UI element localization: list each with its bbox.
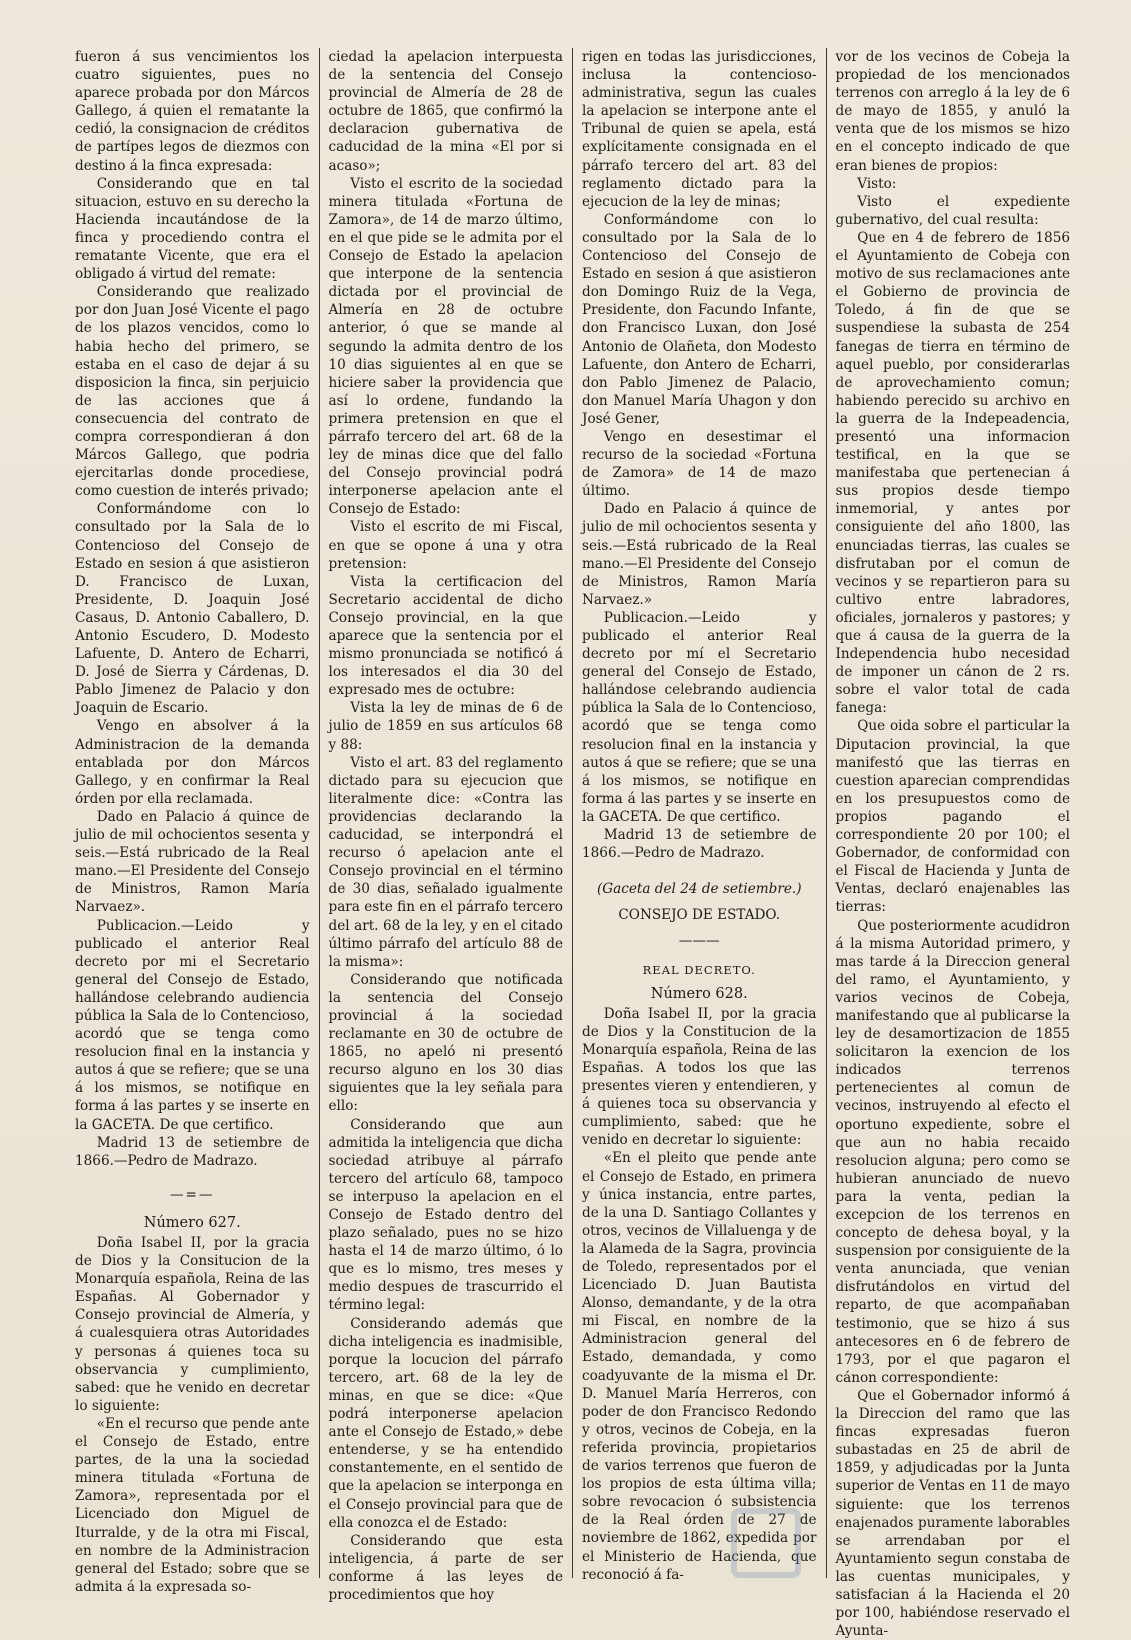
paragraph: Publicacion.—Leido y publicado el anterior Real decreto por mi el Secretario general del Consejo de Estado, hallándose celebrando audiencia pública la Sala de lo Contencioso, acordó que se tenga como resolucion final en la instancia y autos á que se refiere; que se una á los mismos, se notifique en forma á las partes y se inserte en la GACETA. De que certifico. xyxy=(75,917,310,1133)
paragraph: Que en 4 de febrero de 1856 el Ayuntamiento de Cobeja con motivo de sus reclamaciones ante el Gobierno de provincia de Toledo, á fin de que se suspendiese la subasta de 254 fanegas de tierra en término de aquel pueblo, por considerarlas de aprovechamiento comun; habiendo perecido su archivo en la guerra de la Indepeadencia, presentó una informacion testifical, en la que se manifestaba que pertenecian á sus propios desde tiempo inmemorial, y antes por consiguiente del año 1800, las enunciadas tierras, las cuales se disfrutaban por el comun de vecinos y se repartieron para su cultivo entre labradores, oficiales, jornaleros y pastores; y que á causa de la guerra de la Independencia hubo necesidad de imponer un cánon de 2 rs. sobre el valor total de cada fanega: xyxy=(835,229,1070,717)
paragraph: Doña Isabel II, por la gracia de Dios y la Constitucion de la Monarquía española, Reina de las Españas. A todos los que las presentes vieren y entendieren, y á quienes toca su observancia y cumplimiento, sabed: que he venido en decretar lo siguiente: xyxy=(582,1005,817,1149)
paragraph: «En el recurso que pende ante el Consejo de Estado, entre partes, de la una la sociedad minera titulada «Fortuna de Zamora», representada por el Licenciado don Miguel de Iturralde, y de la otra mi Fiscal, en nombre de la Administracion general del Estado; sobre que se admita á la expresada so- xyxy=(75,1415,310,1595)
decree-number: Número 628. xyxy=(650,985,748,1002)
paragraph: Considerando que notificada la sentencia del Consejo provincial á la sociedad reclamante en 30 de octubre de 1865, no apeló ni presentó recurso alguno en los 30 dias siguientes que la ley señala para ello: xyxy=(328,971,563,1115)
paragraph: Visto el escrito de la sociedad minera titulada «Fortuna de Zamora», de 14 de marzo último, en el que pide se le admita por el Consejo de Estado la apelacion que interpone de la sentencia dictada por el provincial de Almería en 28 de octubre anterior, ó que se mande al segundo la admita dentro de los 10 dias siguientes al en que se hiciere saber la providencia que así lo ordene, fundando la primera pretension en que el párrafo tercero del art. 68 de la ley de minas dice que del fallo del Consejo provincial podrá interponerse apelacion ante el Consejo de Estado: xyxy=(328,175,563,518)
date-signature: Madrid 13 de setiembre de 1866.—Pedro de Madrazo. xyxy=(75,1134,310,1169)
subheading: REAL DECRETO. xyxy=(642,962,756,977)
paragraph: Considerando que realizado por don Juan José Vicente el pago de los plazos vencidos, como lo habia hecho del primero, se estaba en el caso de dejar á su disposicion la finca, sin perjuicio de las acciones que á consecuencia del contrato de compra correspondieran á don Márcos Gallego, que podria ejercitarlas donde procediese, como cuestion de interés privado; xyxy=(75,284,310,500)
paragraph: Publicacion.—Leido y publicado el anterior Real decreto por mí el Secretario general del Consejo de Estado, hallándose celebrando audiencia pública la Sala de lo Contencioso, acordó que se tenga como resolucion final en la instancia y autos á que se refiere; que se una á los mismos, se notifique en forma á las partes y se inserte en la GACETA. De que certifico. xyxy=(582,609,817,825)
paragraph: Vista la ley de minas de 6 de julio de 1859 en sus artículos 68 y 88: xyxy=(328,700,563,753)
paragraph: ciedad la apelacion interpuesta de la sentencia del Consejo provincial de Almería de 28 de octubre de 1865, que confirmó la declaracion gubernativa de caducidad de la mina «El por si acaso»; xyxy=(328,49,563,174)
paragraph: Vista la certificacion del Secretario accidental de dicho Consejo provincial, en la que aparece que la sentencia por el mismo pronunciada se notificó á los interesados el dia 30 del expresado mes de octubre: xyxy=(328,573,563,699)
gaceta-date: (Gaceta del 24 de setiembre.) xyxy=(596,881,802,898)
paragraph: Visto el expediente gubernativo, del cual resulta: xyxy=(835,193,1070,228)
paragraph: Conformándome con lo consultado por la Sala de lo Contencioso del Consejo de Estado en sesion á que asistieron don Domingo Ruiz de la Vega, Presidente, don Facundo Infante, don Francisco Luxan, don José Antonio de Olañeta, don Modesto Lafuente, don Antero de Echarri, don Pablo Jimenez de Palacio, don Manuel María Uhagon y don José Gener, xyxy=(582,211,817,427)
paragraph: Vengo en absolver á la Administracion de la demanda entablada por don Márcos Gallego, y en confirmar la Real órden por ella reclamada. xyxy=(75,718,310,807)
watermark-emblem-icon xyxy=(731,1508,801,1578)
decree-number: Número 627. xyxy=(143,1214,241,1231)
paragraph: rigen en todas las jurisdicciones, inclusa la contencioso-administrativa, segun las cuales la apelacion se interpone ante el Tribunal de quien se apela, está explícitamente consignada en el párrafo tercero del art. 83 del reglamento dictado para la ejecucion de la ley de minas; xyxy=(582,49,817,210)
column-1 xyxy=(66,48,319,1595)
paragraph: Considerando que aun admitida la inteligencia que dicha sociedad atribuye al párrafo tercero del artículo 68, tampoco se interpuso la apelacion en el Consejo de Estado dentro del plazo señalado, pues no se hizo hasta el 14 de marzo último, ó lo que es lo mismo, tres meses y medio despues de trascurrido el término legal: xyxy=(328,1116,563,1314)
section-separator: —=— xyxy=(169,1186,215,1203)
paragraph: Considerando que en tal situacion, estuvo en su derecho la Hacienda incautándose de la finca y procediendo contra el rematante Vicente, que era el obligado á virtud del remate: xyxy=(75,175,310,283)
paragraph: Visto: xyxy=(857,175,897,192)
paragraph: Considerando que esta inteligencia, á parte de ser conforme á las leyes de procedimientos que hoy xyxy=(328,1532,563,1603)
paragraph: Dado en Palacio á quince de julio de mil ochocientos sesenta y seis.—Está rubricado de la Real mano.—El Presidente del Consejo de Ministros, Ramon María Narvaez.» xyxy=(582,501,817,608)
paragraph: Conformándome con lo consultado por la Sala de lo Contencioso del Consejo de Estado en sesion á que asistieron D. Francisco de Luxan, Presidente, D. Joaquin José Casaus, D. Antonio Caballero, D. Antonio Escudero, D. Modesto Lafuente, D. Antero de Echarri, D. José de Sierra y Cárdenas, D. Pablo Jimenez de Palacio y don Joaquin de Escario. xyxy=(75,501,310,717)
paragraph: Doña Isabel II, por la gracia de Dios y la Consitucion de la Monarquía española, Reina de las Españas. Al Gobernador y Consejo provincial de Almería, y á cualesquiera otras Autoridades y personas á quienes toca su observancia y cumplimiento, sabed: que he venido en decretar lo siguiente: xyxy=(75,1235,310,1414)
column-2 xyxy=(319,48,573,1603)
paragraph: Que oida sobre el particular la Diputacion provincial, la que manifestó que las tierras en cuestion aparecian comprendidas en los presupuestos como de propios pagando el correspondiente 20 por 100; el Gobernador, de conformidad con el Fiscal de Hacienda y Junta de Ventas, declaró enajenables las tierras: xyxy=(835,718,1070,916)
column-3 xyxy=(572,48,826,1583)
paragraph: «En el pleito que pende ante el Consejo de Estado, en primera y única instancia, entre partes, de la una D. Santiago Collantes y otros, vecinos de Villaluenga y de la Alameda de la Sagra, provincia de Toledo, representados por el Licenciado D. Juan Bautista Alonso, demandante, y de la otra mi Fiscal, en nombre de la Administracion general del Estado, demandada, y como coadyuvante de la misma el Dr. D. Manuel María Herreros, con poder de don Francisco Redondo y otros, vecinos de Cobeja, en la referida provincia, propietarios de varios terrenos que fueron de los propios de esta última villa; sobre revocacion ó subsistencia de la Real órden de 27 de noviembre de 1862, expedida por el Ministerio de Hacienda, que reconoció á fa- xyxy=(582,1150,817,1583)
paragraph: Dado en Palacio á quince de julio de mil ochocientos sesenta y seis.—Está rubricado de la Real mano.—El Presidente del Consejo de Ministros, Ramon María Narvaez». xyxy=(75,808,310,916)
paragraph: fueron á sus vencimientos los cuatro siguientes, pues no aparece probada por don Márcos Gallego, á quien el rematante la cedió, la consignacion de créditos de partípes legos de diezmos con destino á la finca expresada: xyxy=(75,49,310,174)
column-4 xyxy=(826,48,1080,1640)
paragraph: Considerando además que dicha inteligencia es inadmisible, porque la locucion del párrafo tercero, art. 68 de la ley de minas, en que se dice: «Que podrá interponerse apelacion ante el Consejo de Estado,» debe entenderse, y se ha entendido constantemente, en el sentido de que la apelacion se interponga en el Consejo provincial para que de ella conozca el de Estado: xyxy=(328,1315,563,1531)
date-signature: Madrid 13 de setiembre de 1866.—Pedro de Madrazo. xyxy=(582,827,817,862)
paragraph: Que posteriormente acudidron á la misma Autoridad primero, y mas tarde á la Direccion general del ramo, el Ayuntamiento, y varios vecinos de Cobeja, manifestando que al publicarse la ley de desamortizacion de 1855 solicitaron la exencion de los indicados terrenos pertenecientes al comun de vecinos, instruyendo al efecto el oportuno expediente, sobre el que aun no habia recaido resolucion alguna; pero como se hubieran anunciado de nuevo para la venta, pedian la excepcion de los terrenos en concepto de dehesa boyal, y la suspension por consiguiente de la venta anunciada, que venian disfrutándolos en virtud del reparto, de que acompañaban testimonio, que se hizo á sus antecesores en 6 de febrero de 1793, por el que pagaron el cánon correspondiente: xyxy=(835,917,1070,1386)
paragraph: Que el Gobernador informó á la Direccion del ramo que las fincas expresadas fueron subastadas en 25 de abril de 1859, y adjudicadas por la Junta superior de Ventas en 11 de mayo siguiente: que los terrenos enajenados puramente laborables se arrendaban por el Ayuntamiento segun constaba de las cuentas municipales, y satisfacian á la Hacienda el 20 por 100, habiéndose reservado el Ayunta- xyxy=(835,1387,1070,1640)
paragraph: Vengo en desestimar el recurso de la sociedad «Fortuna de Zamora» de 14 de mazo último. xyxy=(582,428,817,500)
paragraph: Visto el escrito de mi Fiscal, en que se opone á una y otra pretension: xyxy=(328,519,563,572)
text-columns xyxy=(66,48,1079,1640)
paragraph: vor de los vecinos de Cobeja la propiedad de los mencionados terrenos con arreglo á la ley de 6 de mayo de 1855, y anuló la venta que de los mismos se hizo en el concepto indicado de que eran bienes de propios: xyxy=(835,49,1070,174)
paragraph: Visto el art. 83 del reglamento dictado para su ejecucion que literalmente dice: «Contra las providencias declarando la caducidad, se interpondrá el recurso ó apelacion ante el Consejo provincial en el término de 30 dias, señalado igualmente para este fin en el párrafo tercero del art. 68 de la ley, y en el citado último párrafo del artículo 88 de la misma»: xyxy=(328,754,563,970)
section-heading: CONSEJO DE ESTADO. xyxy=(618,907,781,924)
heading-rule: ——— xyxy=(678,933,720,950)
